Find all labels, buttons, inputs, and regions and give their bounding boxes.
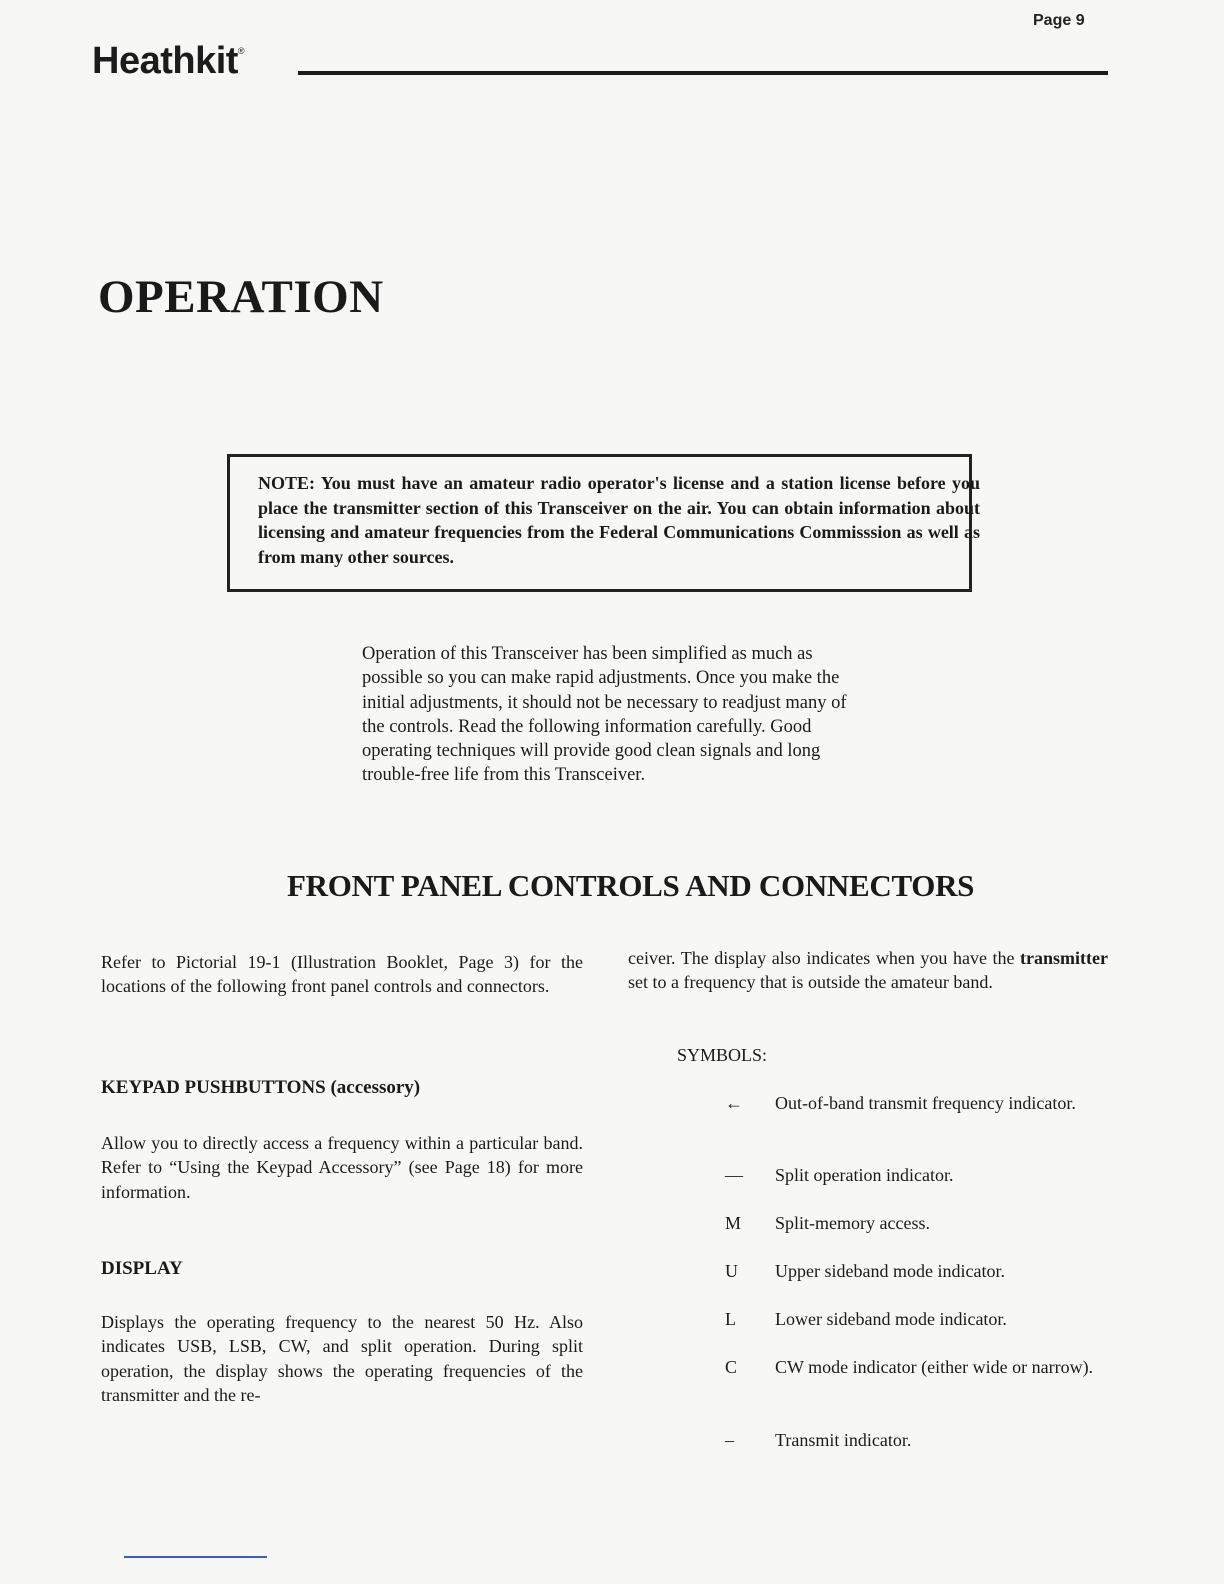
- keypad-description: [101, 1131, 583, 1204]
- memory-symbol: M: [725, 1213, 742, 1233]
- symbols-label: SYMBOLS:: [677, 1045, 768, 1065]
- symbol-description: CW mode indicator (either wide or narrow).: [775, 1357, 1094, 1377]
- symbol-row: [722, 1428, 1110, 1452]
- controls-intro: [101, 950, 583, 999]
- brand-logo: [92, 40, 244, 83]
- symbol-description: Split-memory access.: [775, 1213, 930, 1233]
- symbol-row: [722, 1355, 1110, 1379]
- continuation-text-bold: transmitter: [1020, 948, 1108, 968]
- intro-text: Operation of this Transceiver has been simplified as much as possible so you can make rapid adjustments. Once you make the initial adjustments, it should not be necessary to readjust many of the controls. Read the following information carefully. Good operating techniques will provide good clean signals and long trouble-free life from this Transceiver.: [362, 644, 847, 786]
- subsection-title: FRONT PANEL CONTROLS AND CONNECTORS: [287, 868, 975, 903]
- symbol-row: [722, 1211, 1110, 1235]
- license-note-text: NOTE: You must have an amateur radio operator's license and a station license before you place the transmitter section of this Transceiver on the air. You can obtain information about licensing and amateur frequencies from the Federal Communications Commisssion as well as from many other sources.: [258, 473, 980, 567]
- intro-paragraph: [362, 642, 847, 788]
- symbol-description: Split operation indicator.: [775, 1165, 954, 1185]
- split-indicator-icon: —: [725, 1165, 743, 1185]
- controls-intro-text: Refer to Pictorial 19-1 (Illustration Booklet, Page 3) for the locations of the following front panel controls and connectors.: [101, 952, 583, 997]
- lower-sideband-symbol: L: [725, 1309, 736, 1329]
- cw-mode-symbol: C: [725, 1357, 738, 1377]
- symbol-description: Transmit indicator.: [775, 1430, 912, 1450]
- symbol-row: [722, 1307, 1110, 1331]
- continuation-text-pre: ceiver. The display also indicates when you have the: [628, 948, 1021, 968]
- display-description: [101, 1310, 583, 1407]
- display-text: Displays the operating frequency to the nearest 50 Hz. Also indicates USB, LSB, CW, and split operation. During split operation, the display shows the operating frequencies of the transmitter and the re-: [101, 1312, 583, 1405]
- keypad-text: Allow you to directly access a frequency within a particular band. Refer to “Using the Keypad Accessory” (see Page 18) for more information.: [101, 1133, 583, 1202]
- continuation-text-post: set to a frequency that is outside the amateur band.: [628, 972, 993, 993]
- out-of-band-arrow-icon: ←: [725, 1093, 743, 1113]
- brand-name: Heathkit: [92, 40, 238, 82]
- symbol-row: [722, 1091, 1110, 1115]
- symbol-description: Upper sideband mode indicator.: [775, 1261, 1005, 1281]
- transmit-indicator-icon: –: [725, 1430, 734, 1450]
- symbol-row: [722, 1259, 1110, 1283]
- display-continuation-text: [628, 946, 1108, 995]
- registered-mark: ®: [237, 46, 245, 56]
- symbol-description: Out-of-band transmit frequency indicator.: [775, 1093, 1076, 1113]
- license-note-box: [227, 454, 980, 592]
- symbol-row: [722, 1163, 1110, 1187]
- symbol-description: Lower sideband mode indicator.: [775, 1309, 1007, 1329]
- upper-sideband-symbol: U: [725, 1261, 738, 1281]
- display-heading: DISPLAY: [101, 1258, 183, 1279]
- display-continuation: [628, 946, 1108, 995]
- page-number: Page 9: [1033, 12, 1085, 29]
- keypad-heading: KEYPAD PUSHBUTTONS (accessory): [101, 1077, 421, 1098]
- section-title: OPERATION: [98, 271, 384, 323]
- footer-mark: [124, 1556, 267, 1558]
- header-rule: [298, 71, 1108, 75]
